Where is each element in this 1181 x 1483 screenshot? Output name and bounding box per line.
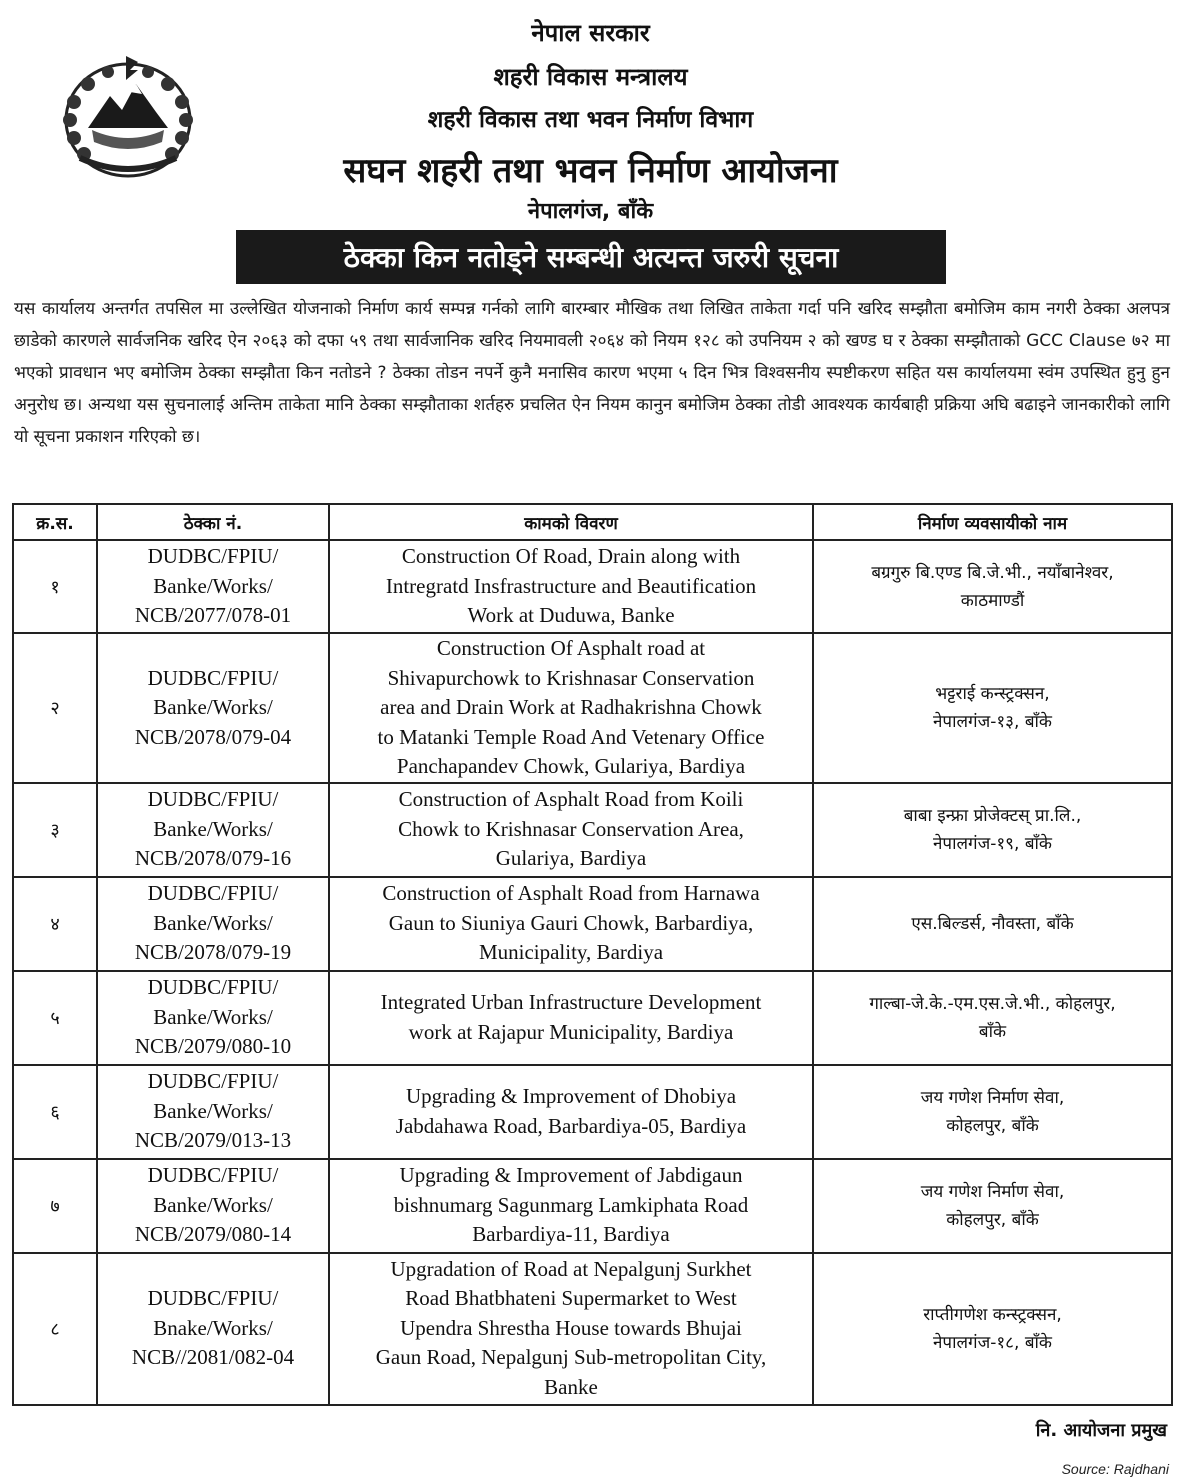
contractor-name-line: बाबा इन्फ्रा प्रोजेक्टस् प्रा.लि.,: [903, 805, 1082, 826]
work-description-cell: [329, 633, 813, 783]
column-header-contract-no: ठेक्का नं.: [97, 504, 329, 540]
office-location: नेपालगंज, बाँके: [527, 199, 654, 224]
table-row: [13, 633, 1172, 783]
work-description-line: Shivapurchowk to Krishnasar Conservation: [387, 665, 755, 690]
contract-number-line: Banke/Works/: [153, 573, 273, 598]
contract-number-line: DUDBC/FPIU/: [147, 544, 279, 569]
work-description-line: Upgrading & Improvement of Dhobiya: [405, 1084, 737, 1108]
contract-number-cell: [97, 877, 329, 971]
column-header-sn: क्र.स.: [13, 504, 97, 540]
work-description-line: Work at Duduwa, Banke: [467, 603, 675, 628]
contractor-name-cell: [813, 1159, 1172, 1253]
contractor-name-cell: [813, 633, 1172, 783]
contract-number-line: NCB/2078/079-16: [134, 846, 292, 871]
work-description-line: Panchapandev Chowk, Gulariya, Bardiya: [396, 754, 746, 778]
contract-number-line: NCB/2079/080-10: [134, 1034, 292, 1059]
contract-number-line: DUDBC/FPIU/: [147, 787, 279, 812]
work-description-line: area and Drain Work at Radhakrishna Chowk: [380, 695, 762, 719]
table-row: [13, 1159, 1172, 1253]
work-description-line: to Matanki Temple Road And Vetenary Office: [377, 724, 765, 749]
contractor-name-line: बाँके: [978, 1021, 1007, 1042]
contract-number-cell: [97, 971, 329, 1065]
contractor-name-line: काठमाण्डौं: [960, 590, 1025, 611]
contract-number-line: NCB/2079/013-13: [134, 1128, 292, 1153]
contractor-name-line: भट्टराई कन्स्ट्रक्सन,: [935, 683, 1050, 704]
work-description-cell: [329, 1253, 813, 1405]
contract-number-line: Banke/Works/: [153, 1098, 273, 1123]
work-description-cell: [329, 540, 813, 633]
contract-number-cell: [97, 1065, 329, 1159]
row-serial-number: २: [13, 633, 97, 783]
contractor-name-cell: [813, 1253, 1172, 1405]
contract-number-line: NCB/2078/079-19: [134, 940, 292, 965]
row-serial-number: ७: [13, 1159, 97, 1253]
contractor-name-line: कोहलपुर, बाँके: [946, 1115, 1039, 1136]
work-description-line: Intregratd Insfrastructure and Beautification: [385, 573, 757, 598]
notice-body: यस कार्यालय अन्तर्गत तपसिल मा उल्लेखित योजनाको निर्माण कार्य सम्पन्न गर्नको लागि बारम्बार मौखिक तथा लिखित ताकेता गर्दा पनि खरिद सम्झौता बमोजिम काम नगरी ठेक्का अलपत्र छाडेको कारणले सार्वजनिक खरिद ऐन २०६३ को दफा ५९ तथा सार्वजानिक खरिद नियमावली २०६४ को नियम १२८ को उपनियम २ को खण्ड घ र ठेक्का सम्झौताको GCC Clause ७२ मा भएको प्रावधान भए बमोजिम ठेक्का सम्झौता किन नतोडने ? ठेक्का तोडन नपर्ने कुनै मनासिव कारण भएमा ५ दिन भित्र विश्वसनीय स्पष्टीकरण सहित यस कार्यालयमा स्वंम उपस्थित हुनु हुन अनुरोध छ। अन्यथा यस सुचनालाई अन्तिम ताकेता मानि ठेक्का सम्झौताका शर्तहरु प्रचलित ऐन नियम कानुन बमोजिम ठेक्का तोडी आवश्यक कार्यबाही प्रक्रिया अघि बढाइने जानकारीको लागि यो सूचना प्रकाशन गरिएको छ।: [14, 299, 1170, 447]
contract-number-line: Banke/Works/: [153, 1192, 273, 1217]
contract-number-line: NCB/2077/078-01: [134, 603, 292, 628]
contract-number-cell: [97, 783, 329, 877]
contractor-name-line: एस.बिल्डर्स, नौवस्ता, बाँके: [911, 913, 1074, 934]
contract-number-line: Banke/Works/: [153, 910, 273, 935]
contract-number-line: NCB//2081/082-04: [131, 1345, 295, 1370]
work-description-line: Gaun to Siuniya Gauri Chowk, Barbardiya,: [388, 910, 754, 935]
government-name: नेपाल सरकार: [531, 19, 650, 47]
work-description-line: work at Rajapur Municipality, Bardiya: [408, 1019, 734, 1044]
work-description-line: bishnumarg Sagunmarg Lamkiphata Road: [393, 1192, 749, 1217]
contractor-name-line: जय गणेश निर्माण सेवा,: [920, 1087, 1065, 1108]
ministry-name: शहरी विकास मन्त्रालय: [493, 63, 688, 91]
work-description-line: Construction Of Road, Drain along with: [401, 544, 741, 569]
contract-number-line: NCB/2078/079-04: [134, 724, 292, 749]
project-name: सघन शहरी तथा भवन निर्माण आयोजना: [343, 151, 838, 191]
contract-number-line: DUDBC/FPIU/: [147, 1286, 279, 1311]
table-header-row: [13, 504, 1172, 540]
contractor-name-line: जय गणेश निर्माण सेवा,: [920, 1181, 1065, 1202]
work-description-cell: [329, 783, 813, 877]
column-header-contractor-name: निर्माण व्यवसायीको नाम: [813, 504, 1172, 540]
signature-title: नि. आयोजना प्रमुख: [1035, 1420, 1167, 1441]
contract-number-line: DUDBC/FPIU/: [147, 881, 279, 906]
contractor-name-cell: [813, 1065, 1172, 1159]
work-description-line: Road Bhatbhateni Supermarket to West: [405, 1286, 737, 1311]
table-row: [13, 540, 1172, 633]
work-description-line: Jabdahawa Road, Barbardiya-05, Bardiya: [395, 1113, 747, 1138]
contractor-name-cell: [813, 877, 1172, 971]
contract-number-line: Banke/Works/: [153, 1004, 273, 1029]
contract-number-line: Banke/Works/: [153, 695, 273, 719]
contractor-name-line: बग्रगुरु बि.एण्ड बि.जे.भी., नयाँबानेश्वर,: [871, 562, 1114, 583]
contractor-name-line: गाल्बा-जे.के.-एम.एस.जे.भी., कोहलपुर,: [869, 993, 1116, 1014]
table-row: [13, 783, 1172, 877]
column-header-work-description: कामको विवरण: [329, 504, 813, 540]
contract-number-line: DUDBC/FPIU/: [147, 665, 279, 690]
department-name: शहरी विकास तथा भवन निर्माण विभाग: [427, 107, 754, 133]
work-description-line: Gaun Road, Nepalgunj Sub-metropolitan City,: [375, 1345, 767, 1370]
work-description-line: Municipality, Bardiya: [478, 940, 664, 965]
work-description-cell: [329, 971, 813, 1065]
contractor-name-cell: [813, 540, 1172, 633]
work-description-line: Upendra Shrestha House towards Bhujai: [400, 1315, 742, 1340]
work-description-line: Integrated Urban Infrastructure Development: [380, 990, 762, 1014]
work-description-line: Gulariya, Bardiya: [495, 846, 647, 871]
contractor-name-line: राप्तीगणेश कन्स्ट्रक्सन,: [923, 1304, 1062, 1325]
contracts-table: [12, 503, 1173, 1406]
work-description-line: Banke: [544, 1374, 598, 1399]
row-serial-number: ५: [13, 971, 97, 1065]
contractor-name-line: नेपालगंज-१८, बाँके: [933, 1332, 1052, 1353]
row-serial-number: ८: [13, 1253, 97, 1405]
contractor-name-line: कोहलपुर, बाँके: [946, 1209, 1039, 1230]
source-credit: Source: Rajdhani: [1061, 1461, 1169, 1477]
work-description-line: Construction of Asphalt Road from Harnawa: [382, 881, 760, 906]
work-description-line: Chowk to Krishnasar Conservation Area,: [398, 816, 744, 841]
table-row: [13, 877, 1172, 971]
table-row: [13, 971, 1172, 1065]
work-description-cell: [329, 877, 813, 971]
contractor-name-line: नेपालगंज-१३, बाँके: [933, 711, 1052, 732]
work-description-line: Construction Of Asphalt road at: [436, 636, 706, 660]
contract-number-line: Bnake/Works/: [153, 1315, 273, 1340]
contract-number-line: DUDBC/FPIU/: [147, 1069, 279, 1094]
contract-number-line: Banke/Works/: [153, 816, 273, 841]
contract-number-cell: [97, 1159, 329, 1253]
row-serial-number: ६: [13, 1065, 97, 1159]
work-description-line: Barbardiya-11, Bardiya: [472, 1222, 670, 1247]
row-serial-number: १: [13, 540, 97, 633]
table-row: [13, 1065, 1172, 1159]
work-description-line: Upgradation of Road at Nepalgunj Surkhet: [390, 1256, 752, 1281]
table-row: [13, 1253, 1172, 1405]
contract-number-line: NCB/2079/080-14: [134, 1222, 292, 1247]
contractor-name-cell: [813, 783, 1172, 877]
contractor-name-cell: [813, 971, 1172, 1065]
contract-number-line: DUDBC/FPIU/: [147, 975, 279, 1000]
notice-title: ठेक्का किन नतोड्ने सम्बन्धी अत्यन्त जरुरी सूचना: [236, 230, 946, 284]
contractor-name-line: नेपालगंज-१९, बाँके: [933, 833, 1052, 854]
work-description-cell: [329, 1065, 813, 1159]
contract-number-cell: [97, 540, 329, 633]
work-description-cell: [329, 1159, 813, 1253]
contract-number-line: DUDBC/FPIU/: [147, 1163, 279, 1188]
contract-number-cell: [97, 633, 329, 783]
row-serial-number: ३: [13, 783, 97, 877]
row-serial-number: ४: [13, 877, 97, 971]
contract-number-cell: [97, 1253, 329, 1405]
work-description-line: Construction of Asphalt Road from Koili: [398, 787, 744, 812]
work-description-line: Upgrading & Improvement of Jabdigaun: [399, 1163, 743, 1188]
